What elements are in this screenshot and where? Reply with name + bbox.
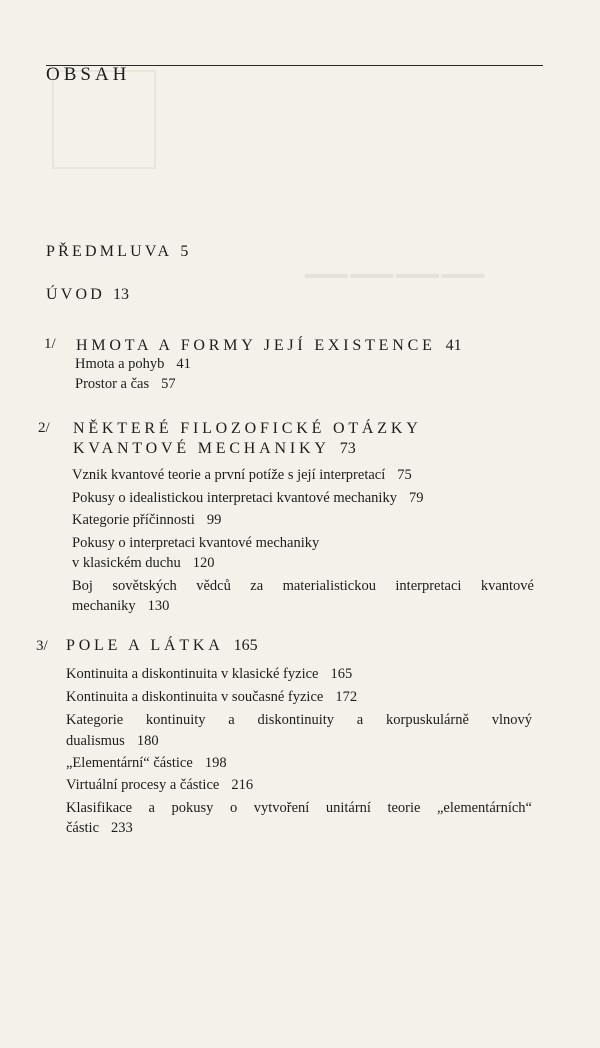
item-text: Prostor a čas [75,376,150,392]
item-page: 216 [231,777,254,793]
item-text: Virtuální procesy a částice [66,777,220,793]
chapter-title-line [73,420,422,438]
item-page: 120 [192,555,215,571]
item-page: 233 [111,820,133,836]
list-item-continuation [72,598,169,615]
list-item [72,467,412,484]
list-item [72,512,221,529]
list-item [72,578,534,595]
chapter-title: HMOTA A FORMY JEJÍ EXISTENCE [76,337,436,354]
intro-label: ÚVOD [46,286,106,303]
item-text: Klasifikace a pokusy o vytvoření unitární teorie „elementárních“ [66,800,532,816]
chapter-page: 41 [445,337,462,354]
list-item-continuation [66,820,133,837]
item-page: 57 [161,376,176,392]
item-text: Pokusy o idealistickou interpretaci kvantové mechaniky [72,490,397,506]
item-page: 79 [408,490,424,506]
item-page: 198 [204,755,227,771]
item-text: Vznik kvantové teorie a první potíže s její interpretací [72,467,386,483]
chapter-title: POLE A LÁTKA [66,637,224,654]
list-item [75,376,176,393]
item-page: 41 [176,356,191,372]
chapter-number: 2/ [38,420,50,436]
item-page: 172 [335,689,358,705]
list-item-continuation [72,555,214,572]
item-text: Hmota a pohyb [75,356,165,372]
chapter-page: 73 [339,440,356,457]
chapter-number: 1/ [44,336,56,352]
list-item [66,712,532,729]
chapter-title: NĚKTERÉ FILOZOFICKÉ OTÁZKY [73,420,422,437]
list-item [66,755,227,772]
list-item [66,777,253,794]
preface-label: PŘEDMLUVA [46,243,173,260]
item-page: 130 [147,598,170,614]
item-text: mechaniky [72,598,136,614]
chapter-number: 3/ [36,638,48,654]
item-text: Kategorie příčinnosti [72,512,195,528]
chapter-title-entry [66,637,258,655]
list-item-continuation [66,733,159,750]
preface-entry [46,243,188,261]
list-item [72,490,423,507]
list-item [66,800,532,817]
preface-page: 5 [180,243,189,260]
intro-entry [46,286,129,304]
item-page: 99 [206,512,222,528]
intro-page: 13 [113,286,130,303]
item-text: Kontinuita a diskontinuita v klasické fyzice [66,666,319,682]
item-text: Kontinuita a diskontinuita v současné fyzice [66,689,324,705]
list-item [75,356,191,373]
item-text: Pokusy o interpretaci kvantové mechaniky [72,535,320,551]
item-text: v klasickém duchu [72,555,181,571]
chapter-page: 165 [233,637,258,654]
item-page: 180 [136,733,159,749]
list-item [66,689,357,706]
item-text: dualismus [66,733,125,749]
item-text: „Elementární“ částice [66,755,193,771]
item-text: částic [66,820,100,836]
item-page: 165 [330,666,353,682]
list-item [72,535,319,552]
item-page: 75 [397,467,412,483]
page-title: OBSAH [46,64,131,85]
list-item [66,666,352,683]
item-text: Boj sovětských vědců za materialistickou interpretaci kvantové [72,578,534,594]
chapter-title-entry [76,337,462,355]
chapter-title-line [73,440,356,458]
chapter-title: KVANTOVÉ MECHANIKY [73,440,330,457]
item-text: Kategorie kontinuity a diskontinuity a korpuskulárně vlnový [66,712,532,728]
bleed-through-decoration: ──── [305,241,488,307]
